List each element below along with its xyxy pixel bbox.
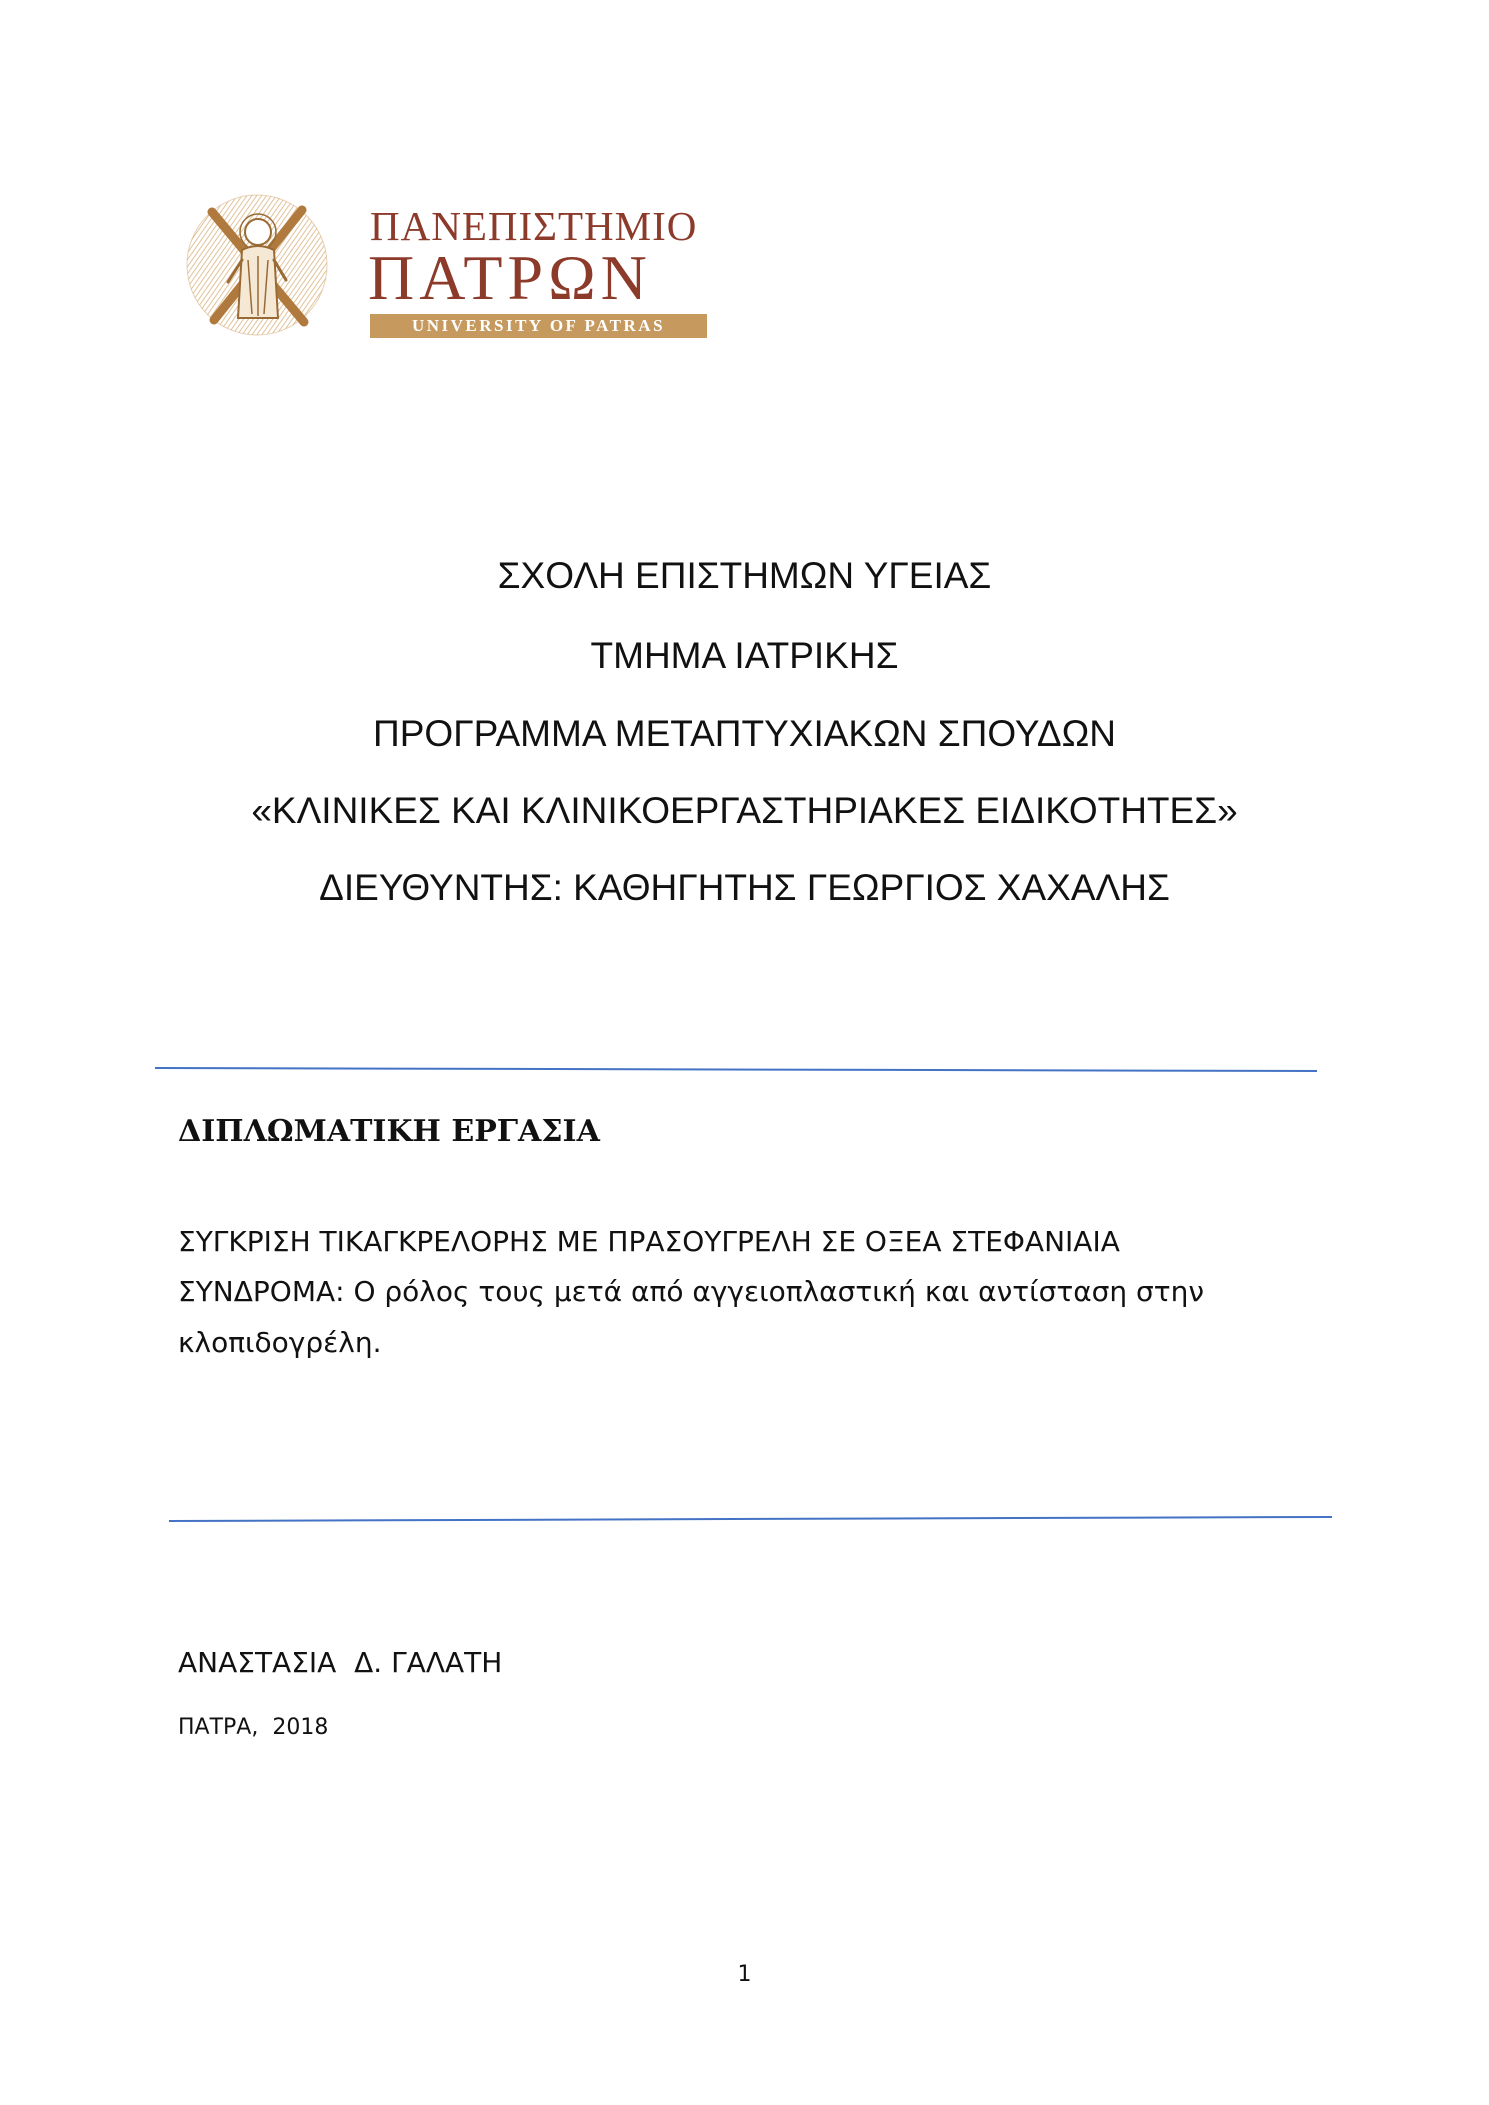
- department-name: ΤΜΗΜΑ ΙΑΤΡΙΚΗΣ: [590, 635, 899, 676]
- thesis-title-line: ΣΥΝΔΡΟΜΑ: Ο ρόλος τους μετά από αγγειοπλαστική και αντίσταση στην: [178, 1275, 1205, 1308]
- saint-andrew-emblem-icon: [182, 190, 332, 340]
- school-name: ΣΧΟΛΗ ΕΠΙΣΤΗΜΩΝ ΥΓΕΙΑΣ: [497, 555, 992, 596]
- logo-band-english: UNIVERSITY OF PATRAS: [370, 314, 707, 338]
- divider-bottom: [169, 1516, 1332, 1522]
- divider-top: [155, 1067, 1317, 1072]
- thesis-title-line: κλοπιδογρέλη.: [178, 1326, 382, 1359]
- logo-text-patras: ΠΑΤΡΩΝ: [368, 242, 652, 313]
- page-number: 1: [737, 1962, 752, 1987]
- thesis-title-line: ΣΥΓΚΡΙΣΗ ΤΙΚΑΓΚΡΕΛΟΡΗΣ ΜΕ ΠΡΑΣΟΥΓΡΕΛΗ ΣΕ ΟΞΕΑ ΣΤΕΦΑΝΙΑΙΑ: [178, 1225, 1120, 1258]
- program-name: ΠΡΟΓΡΑΜΜΑ ΜΕΤΑΠΤΥΧΙΑΚΩΝ ΣΠΟΥΔΩΝ: [373, 713, 1116, 754]
- thesis-label: ΔΙΠΛΩΜΑΤΙΚΗ ΕΡΓΑΣΙΑ: [178, 1114, 600, 1149]
- place-and-year: ΠΑΤΡΑ, 2018: [178, 1715, 329, 1740]
- program-director: ΔΙΕΥΘΥΝΤΗΣ: ΚΑΘΗΓΗΤΗΣ ΓΕΩΡΓΙΟΣ ΧΑΧΑΛΗΣ: [319, 867, 1170, 908]
- program-title: «ΚΛΙΝΙΚΕΣ ΚΑΙ ΚΛΙΝΙΚΟΕΡΓΑΣΤΗΡΙΑΚΕΣ ΕΙΔΙΚΟΤΗΤΕΣ»: [251, 790, 1238, 831]
- logo-text-university: ΠΑΝΕΠΙΣΤΗΜΙΟ: [370, 203, 698, 249]
- university-logo: [182, 190, 707, 340]
- author-name: ΑΝΑΣΤΑΣΙΑ Δ. ΓΑΛΑΤΗ: [178, 1646, 503, 1679]
